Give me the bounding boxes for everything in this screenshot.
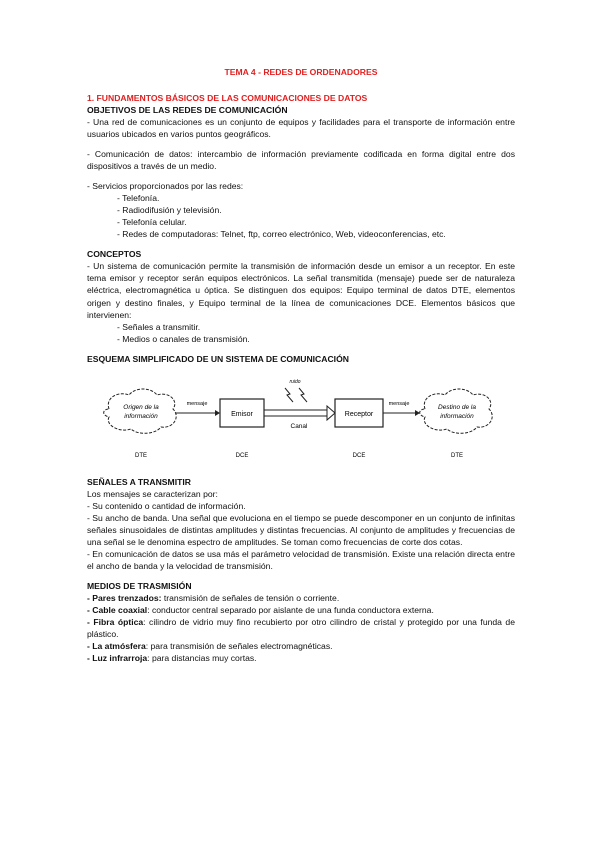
receptor-label: Receptor (344, 410, 374, 418)
emisor-label: Emisor (231, 410, 253, 418)
objetivos-heading: OBJETIVOS DE LAS REDES DE COMUNICACIÓN (87, 105, 288, 116)
list-item: - Radiodifusión y televisión. (117, 205, 222, 216)
dest-cloud (420, 389, 492, 433)
document-page (87, 66, 515, 664)
medios-item (87, 652, 515, 664)
mensaje-left-label: mensaje (186, 400, 208, 407)
lightning-icon (285, 388, 293, 402)
medios-item (87, 616, 515, 640)
origin-cloud (104, 389, 176, 433)
senales-paragraph: Los mensajes se caracterizan por: (87, 488, 218, 499)
medios-desc: : conductor central separado por aislante de una funda conductora externa. (147, 605, 434, 615)
medios-item (87, 640, 515, 652)
medios-desc: : para transmisión de señales electromagnéticas. (145, 641, 333, 652)
canal-label: Canal (290, 422, 308, 430)
list-item: - Redes de computadoras: Telnet, ftp, correo electrónico, Web, videoconferencias, etc. (117, 229, 446, 240)
dte-left-label: DTE (135, 452, 147, 459)
objetivos-paragraph: - Comunicación de datos: intercambio de información previamente codificada en forma digital entre dos dispositivos a través de un medio. (87, 149, 515, 172)
list-item: - Señales a transmitir. (117, 321, 201, 332)
mensaje-right-label: mensaje (388, 400, 410, 407)
medios-desc: : cilindro de vidrio muy fino recubierto por otro cilindro de cristal y protegido por una funda de plástico. (87, 617, 515, 640)
dest-label-2: información (440, 412, 474, 420)
medios-term: - Luz infrarroja (87, 653, 148, 664)
medios-item (87, 604, 515, 616)
dce-left-label: DCE (235, 452, 249, 459)
origin-label-2: información (124, 412, 158, 420)
objetivos-paragraph: - Una red de comunicaciones es un conjunto de equipos y facilidades para el transporte de información entre usuarios ubicados en varios puntos geográficos. (87, 117, 515, 140)
objetivos-paragraph: - Servicios proporcionados por las redes: (87, 181, 244, 192)
section-title: 1. FUNDAMENTOS BÁSICOS DE LAS COMUNICACIONES DE DATOS (87, 93, 368, 104)
senales-paragraph: - En comunicación de datos se usa más el parámetro velocidad de transmisión. Existe una relación directa entre el ancho de banda y la velocidad de transmisión. (87, 548, 515, 571)
medios-heading: MEDIOS DE TRASMISIÓN (87, 580, 192, 591)
origin-label-1: Origen de la (123, 403, 159, 411)
dest-label-1: Destino de la (438, 403, 476, 411)
ruido-label: ruido (289, 378, 301, 385)
medios-term: - Cable coaxial (87, 605, 148, 615)
list-item: - Telefonía celular. (117, 217, 187, 228)
document-title: TEMA 4 - REDES DE ORDENADORES (224, 67, 378, 77)
dce-right-label: DCE (352, 452, 366, 459)
medios-term: - Fibra óptica (87, 617, 144, 628)
senales-paragraph: - Su contenido o cantidad de información. (87, 500, 246, 511)
medios-desc: : para distancias muy cortas. (147, 653, 257, 664)
conceptos-list (87, 321, 515, 345)
conceptos-heading: CONCEPTOS (87, 249, 142, 260)
canal-arrowhead (327, 406, 335, 420)
senales-heading: SEÑALES A TRANSMITIR (87, 476, 191, 487)
list-item: - Telefonía. (117, 193, 160, 204)
medios-term: - La atmósfera (87, 641, 146, 652)
communication-diagram (87, 375, 515, 465)
medios-item (87, 592, 515, 604)
arrowhead-left (215, 410, 220, 416)
medios-desc: transmisión de señales de tensión o corriente. (161, 592, 340, 603)
dte-right-label: DTE (451, 452, 463, 459)
conceptos-paragraph: - Un sistema de comunicación permite la transmisión de información desde un emisor a un receptor. En este tema emisor y receptor serán equipos electrónicos. La señal transmitida (mensaje) puede ser de naturaleza eléctrica, electromagnética u óptica. Se distinguen dos equipos: Equipo terminal de datos DTE, elementos origen y destino finales, y Equipo terminal de la línea de comunicaciones DCE. Elementos básicos que intervienen: (87, 261, 515, 320)
esquema-heading: ESQUEMA SIMPLIFICADO DE UN SISTEMA DE COMUNICACIÓN (87, 353, 349, 364)
list-item: - Medios o canales de transmisión. (117, 333, 250, 344)
services-list (87, 192, 515, 240)
medios-term: - Pares trenzados: (87, 592, 162, 603)
lightning-icon (299, 388, 307, 402)
senales-paragraph: - Su ancho de banda. Una señal que evoluciona en el tiempo se puede descomponer en un conjunto de infinitas señales sinusoidales de distintas amplitudes y distintas frecuencias. Al conjunto de amplitudes y frecuencias de una señal se le denomina espectro de amplitudes. Se toman como frecuencias de corte dos cotas. (87, 512, 515, 547)
